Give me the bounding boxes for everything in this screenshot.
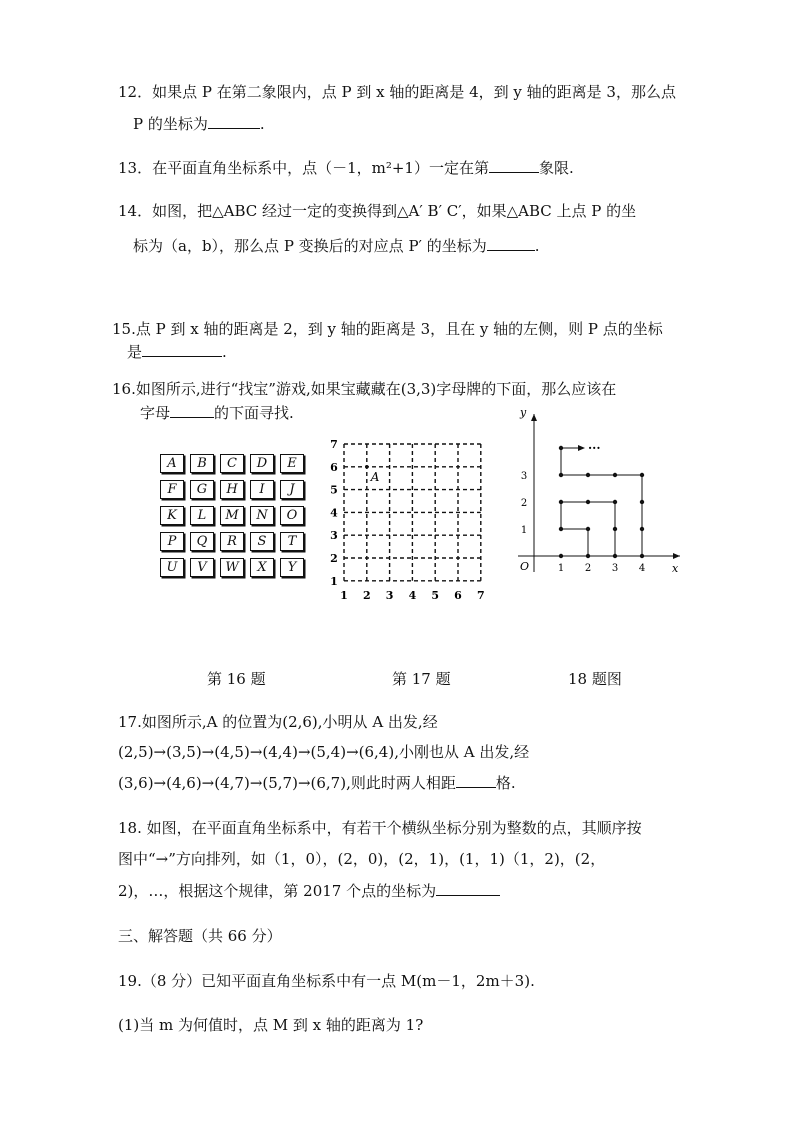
x-tick-label: 4 — [638, 563, 646, 574]
letter-card-f: F — [160, 480, 184, 499]
letter-card-j: J — [280, 480, 304, 499]
q14-answer-blank[interactable] — [487, 236, 535, 251]
letter-card-x: X — [250, 558, 274, 577]
q12-line2-text: P 的坐标为 — [133, 115, 208, 133]
figure-16-letter-cards — [160, 454, 320, 586]
y-tick-label: 2 — [520, 498, 528, 509]
figure-18-graph — [510, 402, 690, 578]
q19-line2: (1)当 m 为何值时，点 M 到 x 轴的距离为 1? — [118, 1016, 424, 1034]
q12-line1: 12．如果点 P 在第二象限内，点 P 到 x 轴的距离是 4，到 y 轴的距离是 3，那么点 — [118, 83, 676, 101]
lattice-point — [640, 473, 644, 477]
point-a-label: A — [370, 469, 380, 484]
lattice-point — [613, 473, 617, 477]
q17-line3-end: 格. — [495, 774, 516, 792]
path-arrow-icon — [578, 445, 585, 451]
q15-line1: 15.点 P 到 x 轴的距离是 2，到 y 轴的距离是 3，且在 y 轴的左侧，则 P 点的坐标 — [112, 320, 663, 338]
q15-line2-end: . — [222, 343, 227, 361]
letter-card-s: S — [250, 532, 274, 551]
grid-y-label: 7 — [330, 438, 338, 451]
grid-y-label: 6 — [330, 460, 338, 474]
point-path — [561, 448, 642, 556]
q17-line3 — [118, 773, 516, 793]
letter-card-e: E — [280, 454, 304, 473]
letter-card-h: H — [220, 480, 244, 499]
q13-text: 13．在平面直角坐标系中，点（－1，m²+1）一定在第 — [118, 159, 489, 177]
letter-card-o: O — [280, 506, 304, 525]
q15-line2-text: 是 — [127, 343, 143, 361]
lattice-point — [640, 527, 644, 531]
lattice-point — [613, 527, 617, 531]
section-3-heading: 三、解答题（共 66 分） — [118, 927, 282, 945]
q17-line2: (2,5)→(3,5)→(4,5)→(4,4)→(5,4)→(6,4),小刚也从 A 出发,经 — [118, 743, 530, 761]
q13-line — [118, 158, 574, 178]
y-tick-label: 1 — [520, 525, 528, 536]
q13-answer-blank[interactable] — [489, 158, 539, 173]
letter-card-m: M — [220, 506, 244, 525]
letter-card-y: Y — [280, 558, 304, 577]
x-tick-label: 3 — [611, 563, 619, 574]
q15-line2 — [127, 342, 227, 362]
q18-line2: 图中“→”方向排列，如（1，0），(2，0)，(2，1)，(1，1)（1，2)，(2， — [118, 850, 606, 868]
letter-card-r: R — [220, 532, 244, 551]
caption-16: 第 16 题 — [207, 670, 266, 688]
grid-y-label: 2 — [330, 552, 338, 565]
q16-answer-blank[interactable] — [170, 403, 214, 418]
origin-label: O — [520, 560, 530, 573]
lattice-point — [586, 527, 590, 531]
lattice-point — [613, 554, 617, 558]
q16-line2 — [140, 403, 294, 423]
caption-17: 第 17 题 — [392, 670, 451, 688]
lattice-point — [559, 446, 563, 450]
grid-y-label: 3 — [330, 529, 338, 543]
grid-x-label: 5 — [431, 588, 440, 600]
lattice-point — [559, 554, 563, 558]
q14-line2-text: 标为（a，b），那么点 P 变换后的对应点 P′ 的坐标为 — [133, 237, 487, 255]
lattice-point — [559, 527, 563, 531]
letter-card-d: D — [250, 454, 274, 473]
q17-line1: 17.如图所示,A 的位置为(2,6),小明从 A 出发,经 — [118, 713, 438, 731]
lattice-point — [559, 500, 563, 504]
q16-line2-end: 的下面寻找. — [214, 404, 294, 422]
grid-x-label: 2 — [362, 588, 371, 600]
letter-card-c: C — [220, 454, 244, 473]
y-tick-label: 3 — [520, 471, 528, 482]
q14-line2-end: . — [534, 237, 540, 255]
grid-x-label: 3 — [385, 588, 394, 600]
letter-card-b: B — [190, 454, 214, 473]
grid-y-label: 5 — [330, 483, 338, 497]
x-axis-arrow-icon — [673, 553, 680, 559]
q12-answer-blank[interactable] — [208, 114, 260, 129]
letter-card-u: U — [160, 558, 184, 577]
figure-17-grid — [328, 436, 488, 600]
letter-card-t: T — [280, 532, 304, 551]
lattice-point — [613, 500, 617, 504]
grid-x-label: 1 — [340, 588, 348, 600]
lattice-point — [586, 554, 590, 558]
q16-line2-text: 字母 — [140, 404, 171, 422]
q14-line1: 14．如图，把△ABC 经过一定的变换得到△A′ B′ C′，如果△ABC 上点 P 的坐 — [118, 202, 637, 220]
letter-card-a: A — [160, 454, 184, 473]
letter-card-q: Q — [190, 532, 214, 551]
q13-text-end: 象限. — [538, 159, 574, 177]
q17-answer-blank[interactable] — [456, 773, 496, 788]
y-axis-label: y — [520, 406, 527, 419]
lattice-point — [586, 500, 590, 504]
ellipsis: ··· — [588, 441, 601, 455]
q15-answer-blank[interactable] — [142, 342, 222, 357]
q12-line2-end: . — [259, 115, 265, 133]
letter-card-w: W — [220, 558, 244, 577]
grid-x-label: 4 — [408, 588, 417, 600]
lattice-point — [586, 473, 590, 477]
letter-card-l: L — [190, 506, 214, 525]
caption-18: 18 题图 — [568, 670, 622, 688]
grid-x-label: 6 — [454, 588, 462, 600]
q14-line2 — [133, 236, 540, 256]
letter-card-i: I — [250, 480, 274, 499]
letter-card-g: G — [190, 480, 214, 499]
grid-y-label: 4 — [330, 506, 338, 520]
lattice-point — [640, 500, 644, 504]
point-a-dot — [365, 465, 369, 469]
grid-x-label: 7 — [476, 588, 485, 600]
y-axis-arrow-icon — [531, 414, 537, 421]
q17-line3-text: (3,6)→(4,6)→(4,7)→(5,7)→(6,7),则此时两人相距 — [118, 774, 456, 792]
letter-card-p: P — [160, 532, 184, 551]
lattice-point — [640, 554, 644, 558]
x-tick-label: 1 — [557, 563, 565, 574]
x-tick-label: 2 — [584, 563, 592, 574]
x-axis-label: x — [672, 562, 679, 575]
letter-card-v: V — [190, 558, 214, 577]
lattice-point — [559, 473, 563, 477]
q16-line1: 16.如图所示,进行“找宝”游戏,如果宝藏藏在(3,3)字母牌的下面，那么应该在 — [112, 380, 617, 398]
q18-line3 — [118, 881, 500, 901]
q18-line1: 18. 如图，在平面直角坐标系中，有若干个横纵坐标分别为整数的点，其顺序按 — [118, 819, 642, 837]
q19-line1: 19.（8 分）已知平面直角坐标系中有一点 M(m－1，2m＋3). — [118, 972, 535, 990]
q18-answer-blank[interactable] — [436, 881, 500, 896]
letter-card-n: N — [250, 506, 274, 525]
q18-line3-text: 2)，…，根据这个规律，第 2017 个点的坐标为 — [118, 882, 437, 900]
grid-y-label: 1 — [330, 574, 338, 588]
q12-line2 — [133, 114, 265, 134]
letter-card-k: K — [160, 506, 184, 525]
